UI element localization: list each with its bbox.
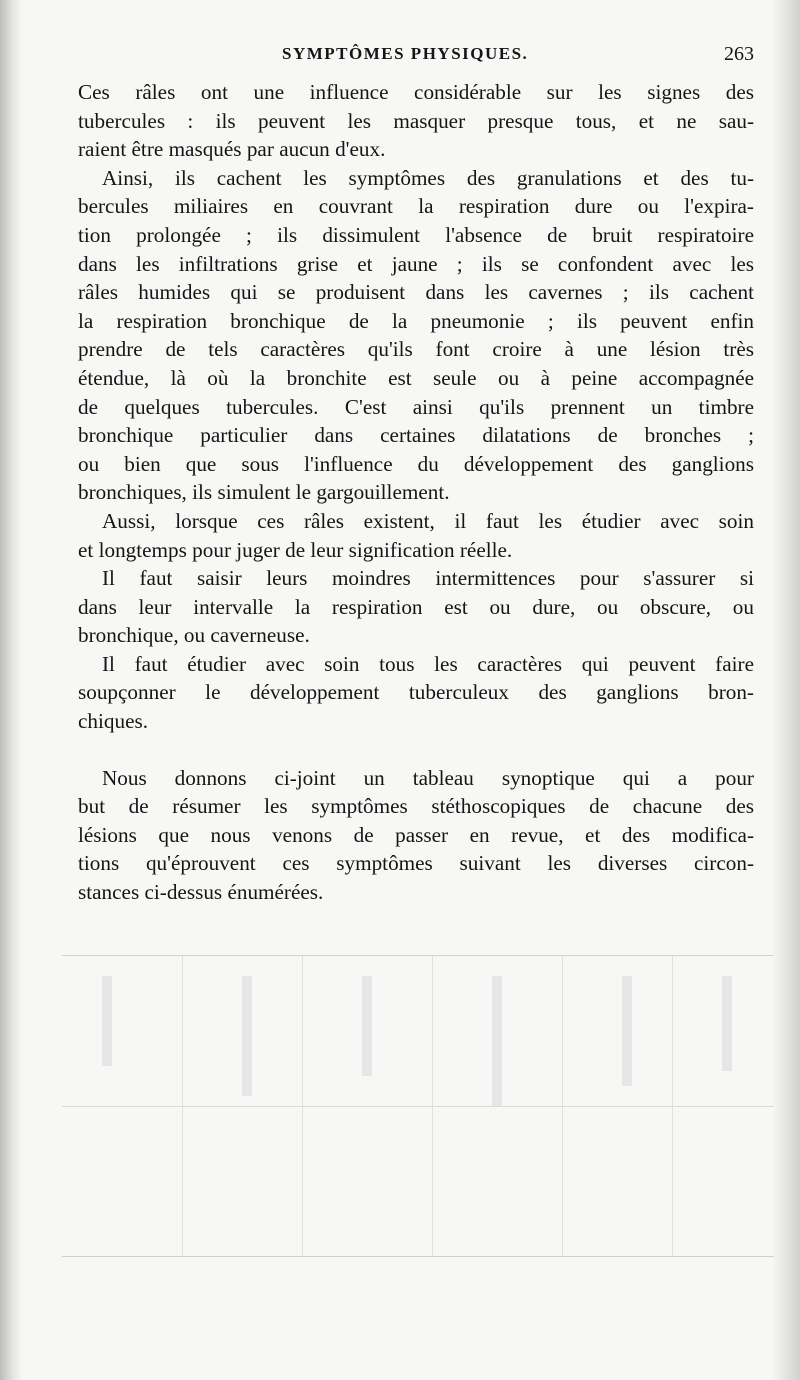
text-line: bronchique, ou caverneuse. <box>78 623 310 648</box>
text-line: lésions que nous venons de passer en revue, et des modifica- <box>78 822 754 847</box>
table-column-rule <box>672 956 673 1256</box>
bleed-through-text <box>362 976 372 1076</box>
body-text <box>78 78 754 907</box>
text-line: raient être masqués par aucun d'eux. <box>78 137 386 162</box>
text-line: tions qu'éprouvent ces symptômes suivant les diverses circon- <box>78 851 754 876</box>
text-line: dans les infiltrations grise et jaune ; ils se confondent avec les <box>78 251 754 276</box>
bleed-through-text <box>622 976 632 1086</box>
text-line: et longtemps pour juger de leur signification réelle. <box>78 537 513 562</box>
page-number: 263 <box>724 43 754 65</box>
paragraph <box>78 164 754 507</box>
table-column-rule <box>182 956 183 1256</box>
table-column-rule <box>432 956 433 1256</box>
text-line: tion prolongée ; ils dissimulent l'absence de bruit respiratoire <box>78 222 754 247</box>
paragraph <box>78 764 754 907</box>
paragraph <box>78 78 754 164</box>
text-line: Ainsi, ils cachent les symptômes des granulations et des tu- <box>102 165 754 190</box>
text-line: prendre de tels caractères qu'ils font croire à une lésion très <box>78 337 754 362</box>
bleed-through-text <box>102 976 112 1066</box>
paragraph <box>78 650 754 736</box>
page-edge-shadow <box>0 0 22 1380</box>
bleed-through-text <box>492 976 502 1106</box>
text-line: tubercules : ils peuvent les masquer presque tous, et ne sau- <box>78 108 754 133</box>
bleed-through-text <box>722 976 732 1071</box>
bleed-through-text <box>242 976 252 1096</box>
bleed-through-table <box>62 955 774 1257</box>
text-line: Aussi, lorsque ces râles existent, il faut les étudier avec soin <box>102 508 754 533</box>
table-rule <box>62 1106 774 1107</box>
text-line: de quelques tubercules. C'est ainsi qu'ils prennent un timbre <box>78 394 754 419</box>
text-line: bercules miliaires en couvrant la respiration dure ou l'expira- <box>78 194 754 219</box>
text-line: but de résumer les symptômes stéthoscopiques de chacune des <box>78 794 754 819</box>
text-line: Nous donnons ci-joint un tableau synoptique qui a pour <box>102 765 754 790</box>
text-line: la respiration bronchique de la pneumonie ; ils peuvent enfin <box>78 308 754 333</box>
text-line: dans leur intervalle la respiration est ou dure, ou obscure, ou <box>78 594 754 619</box>
text-line: bronchiques, ils simulent le gargouillement. <box>78 480 450 505</box>
running-head: SYMPTÔMES PHYSIQUES. <box>282 44 529 63</box>
paragraph <box>78 507 754 564</box>
text-line: Il faut saisir leurs moindres intermittences pour s'assurer si <box>102 566 754 591</box>
text-line: râles humides qui se produisent dans les cavernes ; ils cachent <box>78 280 754 305</box>
text-line: Il faut étudier avec soin tous les caractères qui peuvent faire <box>102 651 754 676</box>
paragraph-gap <box>78 736 754 764</box>
text-line: chiques. <box>78 709 149 734</box>
table-column-rule <box>562 956 563 1256</box>
text-line: ou bien que sous l'influence du développement des ganglions <box>78 451 754 476</box>
text-line: bronchique particulier dans certaines dilatations de bronches ; <box>78 423 754 448</box>
text-line: soupçonner le développement tuberculeux des ganglions bron- <box>78 680 754 705</box>
page-header <box>270 44 754 72</box>
text-line: stances ci-dessus énumérées. <box>78 880 324 905</box>
paragraph <box>78 564 754 650</box>
table-column-rule <box>302 956 303 1256</box>
page-edge-shadow <box>772 0 800 1380</box>
text-line: Ces râles ont une influence considérable sur les signes des <box>78 80 754 104</box>
text-line: étendue, là où la bronchite est seule ou à peine accompagnée <box>78 365 754 390</box>
